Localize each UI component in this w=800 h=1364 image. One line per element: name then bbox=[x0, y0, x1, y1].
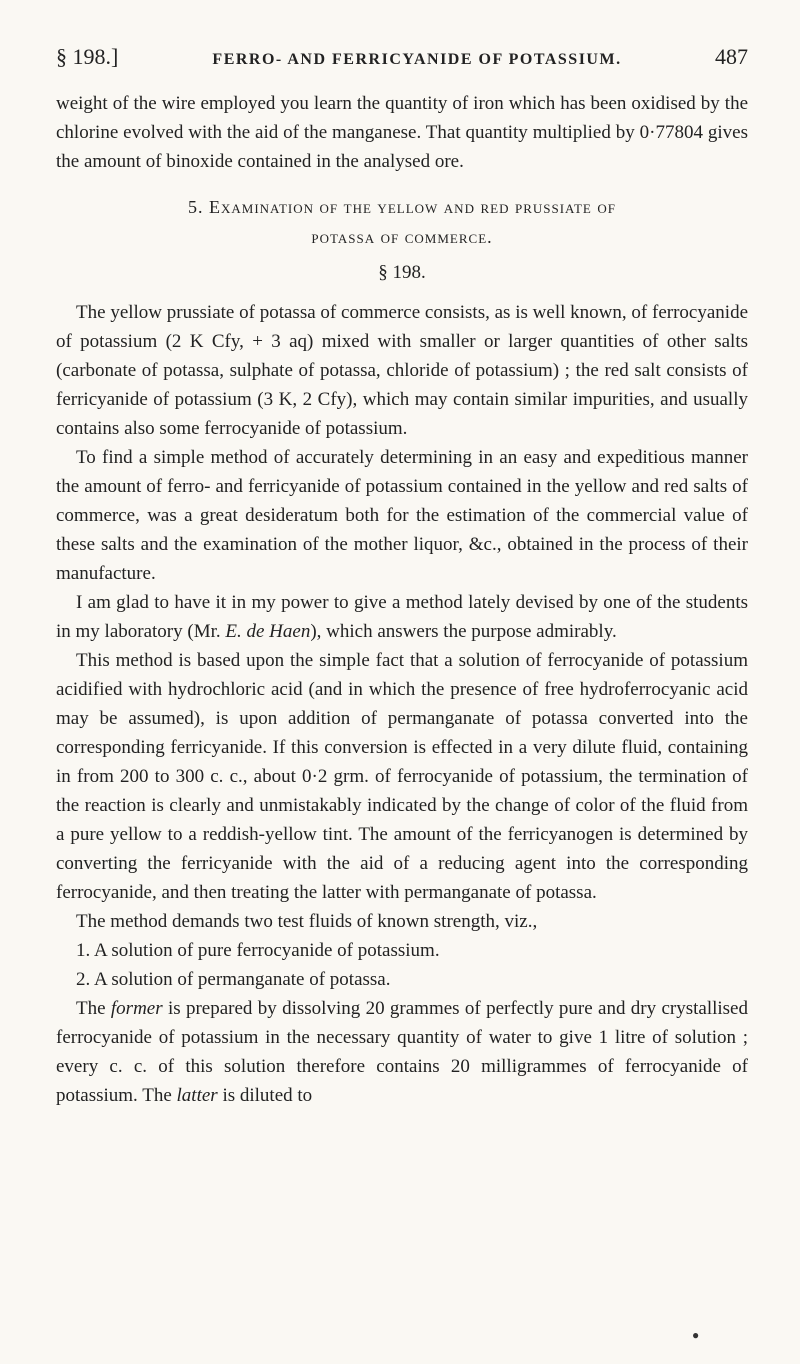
p6-latter: latter bbox=[176, 1085, 218, 1106]
p6-middle: is prepared by dissolving 20 grammes of perfectly pure and dry crystallised ferrocyanide of potassium in the necessary quantity of water to give 1 litre of solution ; every c. c. of this solution therefore contains 20 milligrammes of ferrocyanide of potassium. The bbox=[56, 998, 748, 1106]
p6-end: is diluted to bbox=[217, 1085, 313, 1106]
running-header bbox=[56, 40, 748, 77]
p6-the: The bbox=[76, 998, 111, 1019]
p3-person-name: E. de Haen bbox=[225, 621, 311, 642]
paragraph-2: To find a simple method of accurately determining in an easy and expeditious manner the amount of ferro- and ferricyanide of potassium contained in the yellow and red salts of commerce, was a great desideratum both for the estimation of the commercial value of these salts and the examination of the mother liquor, &c., obtained in the process of their manufacture. bbox=[56, 447, 748, 584]
p3-text-after: ), which answers the purpose admirably. bbox=[310, 621, 617, 642]
list-item-2: 2. A solution of permanganate of potassa. bbox=[76, 969, 391, 990]
p6-former: former bbox=[110, 998, 163, 1019]
paragraph-1: The yellow prussiate of potassa of commerce consists, as is well known, of ferrocyanide of potassium (2 K Cfy, + 3 aq) mixed with smaller or larger quantities of other salts (carbonate of potassa, sulphate of potassa, chloride of potassium) ; the red salt consists of ferricyanide of potassium (3 K, 2 Cfy), which may contain similar impurities, and usually contains also some ferrocyanide of potassium. bbox=[56, 302, 748, 439]
p3-text-before: I am glad to have it in my power to give a method lately devised by one of the students in my laboratory (Mr. bbox=[56, 592, 748, 642]
header-section-ref: § 198.] bbox=[56, 44, 119, 69]
section-mark: § 198. bbox=[378, 262, 426, 283]
paragraph-5: The method demands two test fluids of known strength, viz., bbox=[76, 911, 538, 932]
paragraph-4: This method is based upon the simple fact that a solution of ferrocyanide of potassium acidified with hydrochloric acid (and in which the presence of free hydroferrocyanic acid may be assumed), is upon addition of permanganate of potassa converted into the corresponding ferricyanide. If this conversion is effected in a very dilute fluid, containing in from 200 to 300 c. c., about 0·2 grm. of ferrocyanide of potassium, the termination of the reaction is clearly and unmistakably indicated by the change of color of the fluid from a pure yellow to a reddish-yellow tint. The amount of the ferricyanogen is determined by converting the ferricyanide with the aid of a reducing agent into the corresponding ferrocyanide, and then treating the latter with permanganate of potassa. bbox=[56, 650, 748, 903]
page-number: 487 bbox=[715, 44, 748, 69]
section-heading-line2: potassa of commerce. bbox=[311, 227, 493, 247]
paragraph-6 bbox=[56, 994, 748, 1110]
section-heading-line1: 5. Examination of the yellow and red prussiate of bbox=[188, 197, 616, 217]
list-item-1: 1. A solution of pure ferrocyanide of potassium. bbox=[76, 940, 440, 961]
ink-speck: ● bbox=[692, 1328, 700, 1342]
section-heading bbox=[56, 192, 748, 252]
header-title: FERRO- AND FERRICYANIDE OF POTASSIUM. bbox=[212, 51, 622, 68]
paragraph-3 bbox=[56, 588, 748, 646]
intro-paragraph: weight of the wire employed you learn the quantity of iron which has been oxidised by the chlorine evolved with the aid of the manganese. That quantity multiplied by 0·77804 gives the amount of binoxide contained in the analysed ore. bbox=[56, 93, 748, 172]
